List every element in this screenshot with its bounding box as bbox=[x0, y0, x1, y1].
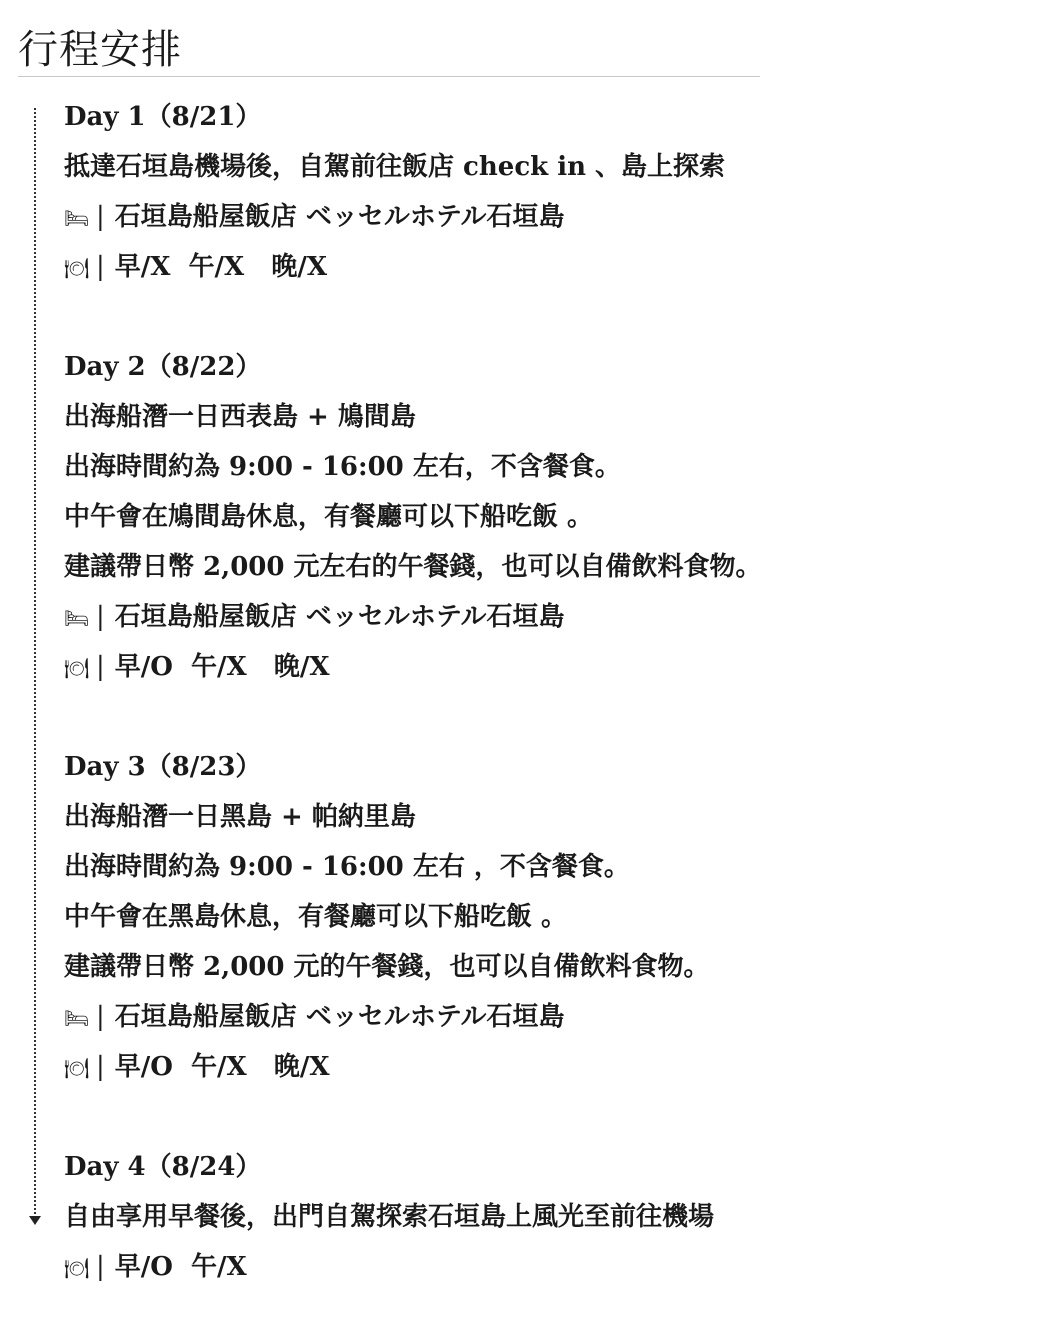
hotel-row bbox=[64, 192, 1024, 242]
meals-row bbox=[64, 1242, 1024, 1292]
page-title: 行程安排 bbox=[18, 27, 182, 73]
plate-cutlery-icon: 🍽 bbox=[64, 1056, 90, 1080]
separator: | bbox=[96, 252, 105, 282]
meals-info: 早/O 午/X bbox=[114, 1252, 247, 1282]
separator: | bbox=[96, 602, 105, 632]
separator: | bbox=[96, 202, 105, 232]
day-heading: Day 1（8/21） bbox=[64, 102, 262, 132]
day-description: 自由享用早餐後，出門自駕探索石垣島上風光至前往機場 bbox=[64, 1202, 715, 1232]
day-description: 建議帶日幣 2,000 元的午餐錢，也可以自備飲料食物。 bbox=[64, 952, 710, 982]
day-heading: Day 2（8/22） bbox=[64, 352, 262, 382]
bed-icon: 🛏 bbox=[64, 606, 90, 630]
day-block bbox=[64, 742, 1024, 1092]
bed-icon: 🛏 bbox=[64, 1006, 90, 1030]
day-heading: Day 3（8/23） bbox=[64, 752, 262, 782]
day-description: 出海船潛一日黑島 + 帕納里島 bbox=[64, 802, 416, 832]
hotel-name: 石垣島船屋飯店 ベッセルホテル石垣島 bbox=[114, 602, 565, 632]
meals-row bbox=[64, 1042, 1024, 1092]
meals-info: 早/O 午/X 晚/X bbox=[114, 652, 330, 682]
bed-icon: 🛏 bbox=[64, 206, 90, 230]
hotel-row bbox=[64, 592, 1024, 642]
separator: | bbox=[96, 1252, 105, 1282]
day-description: 抵達石垣島機場後，自駕前往飯店 check in 、島上探索 bbox=[64, 152, 726, 182]
plate-cutlery-icon: 🍽 bbox=[64, 656, 90, 680]
hotel-name: 石垣島船屋飯店 ベッセルホテル石垣島 bbox=[114, 1002, 565, 1032]
separator: | bbox=[96, 1052, 105, 1082]
day-description: 中午會在黑島休息，有餐廳可以下船吃飯 。 bbox=[64, 902, 568, 932]
day-description: 建議帶日幣 2,000 元左右的午餐錢，也可以自備飲料食物。 bbox=[64, 552, 762, 582]
day-block bbox=[64, 92, 1024, 292]
hotel-name: 石垣島船屋飯店 ベッセルホテル石垣島 bbox=[114, 202, 565, 232]
day-heading: Day 4（8/24） bbox=[64, 1152, 262, 1182]
day-block bbox=[64, 342, 1024, 692]
hotel-row bbox=[64, 992, 1024, 1042]
meals-info: 早/O 午/X 晚/X bbox=[114, 1052, 330, 1082]
day-block bbox=[64, 1142, 1024, 1292]
itinerary-list bbox=[64, 92, 1024, 1342]
meals-row bbox=[64, 642, 1024, 692]
day-description: 出海時間約為 9:00 - 16:00 左右 ，不含餐食。 bbox=[64, 852, 630, 882]
separator: | bbox=[96, 1002, 105, 1032]
plate-cutlery-icon: 🍽 bbox=[64, 256, 90, 280]
plate-cutlery-icon: 🍽 bbox=[64, 1256, 90, 1280]
separator: | bbox=[96, 652, 105, 682]
meals-info: 早/X 午/X 晚/X bbox=[114, 252, 328, 282]
day-description: 出海時間約為 9:00 - 16:00 左右，不含餐食。 bbox=[64, 452, 621, 482]
title-divider bbox=[18, 76, 760, 77]
timeline-arrow-icon bbox=[29, 1216, 41, 1225]
day-description: 出海船潛一日西表島 + 鳩間島 bbox=[64, 402, 416, 432]
meals-row bbox=[64, 242, 1024, 292]
timeline-line bbox=[34, 108, 36, 1214]
day-description: 中午會在鳩間島休息，有餐廳可以下船吃飯 。 bbox=[64, 502, 594, 532]
